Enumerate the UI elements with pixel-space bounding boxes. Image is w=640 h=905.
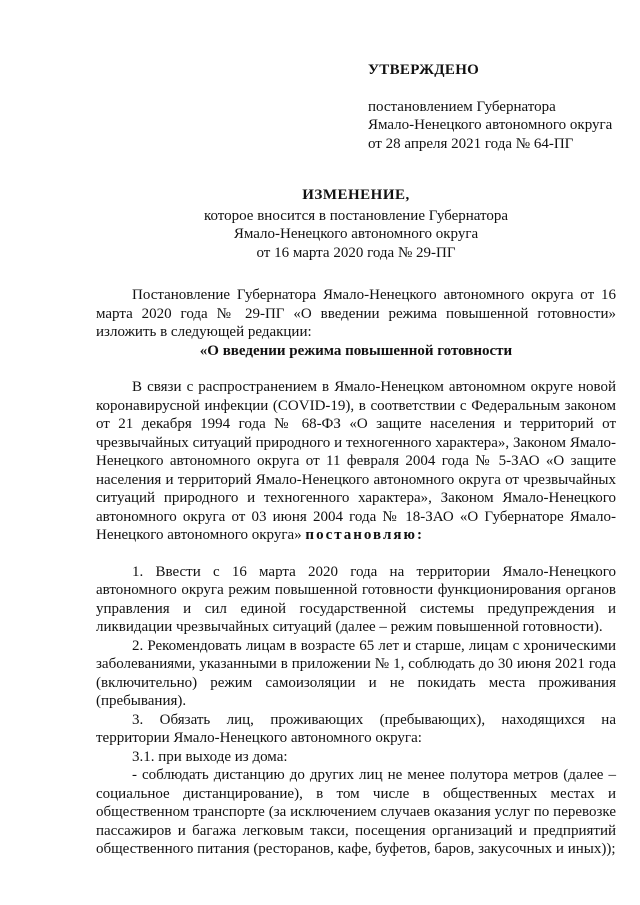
approval-line: постановлением Губернатора [368,98,556,115]
approval-block [368,61,628,153]
preamble-paragraph [96,378,616,545]
intro-paragraph: Постановление Губернатора Ямало-Ненецкого автономного округа от 16 марта 2020 года № 29-ПГ «О введении режима повышенной готовности» изложить в следующей редакции: [96,287,616,340]
heading-line: Ямало-Ненецкого автономного округа [233,226,479,242]
decree-word: постановляю: [305,527,424,543]
heading-line: от 16 марта 2020 года № 29-ПГ [256,244,456,261]
approval-title: УТВЕРЖДЕНО [368,62,480,78]
decree-title: «О введении режима повышенной готовности [199,342,513,359]
document-heading [96,186,616,262]
item-3-1-a: - соблюдать дистанцию до других лиц не менее полутора метров (далее – социальное дистанцирование), в том числе в общественных местах и общественном транспорте (за исключением случаев оказания услуг по перевозке пассажиров и багажа легковым такси, посещения организаций и предприятий общественного питания (ресторанов, кафе, буфетов, баров, закусочных и иных)); [96,767,616,857]
item-3-1: 3.1. при выходе из дома: [132,748,288,765]
document-body [96,286,616,859]
item-3: 3. Обязать лиц, проживающих (пребывающих), находящихся на территории Ямало-Ненецкого автономного округа: [96,711,616,746]
item-2: 2. Рекомендовать лицам в возрасте 65 лет и старше, лицам с хроническими заболеваниями, указанными в приложении № 1, соблюдать до 30 июня 2021 года (включительно) режим самоизоляции и не покидать места проживания (пребывания). [96,637,616,709]
preamble-text: В связи с распространением в Ямало-Ненецком автономном округе новой коронавирусной инфекции (COVID-19), в соответствии с Федеральным законом от 21 декабря 1994 года № 68-ФЗ «О защите населения и территорий от чрезвычайных ситуаций природного и техногенного характера», Законом Ямало-Ненецкого автономного округа от 11 февраля 2004 года № 5-ЗАО «О защите населения и территорий Ямало-Ненецкого автономного округа от чрезвычайных ситуаций природного и техногенного характера», Законом Ямало-Ненецкого автономного округа от 03 июня 2004 года № 18-ЗАО «О Губернаторе Ямало-Ненецкого автономного округа» [96,379,616,543]
heading-title: ИЗМЕНЕНИЕ, [302,187,410,203]
item-1: 1. Ввести с 16 марта 2020 года на территории Ямало-Ненецкого автономного округа режим повышенной готовности функционирования органов управления и сил единой государственной системы предупреждения и ликвидации чрезвычайных ситуаций (далее – режим повышенной готовности). [96,563,616,635]
approval-line: Ямало-Ненецкого автономного округа [368,117,613,133]
heading-line: которое вносится в постановление Губернатора [203,207,509,224]
approval-line: от 28 апреля 2021 года № 64-ПГ [368,135,574,152]
